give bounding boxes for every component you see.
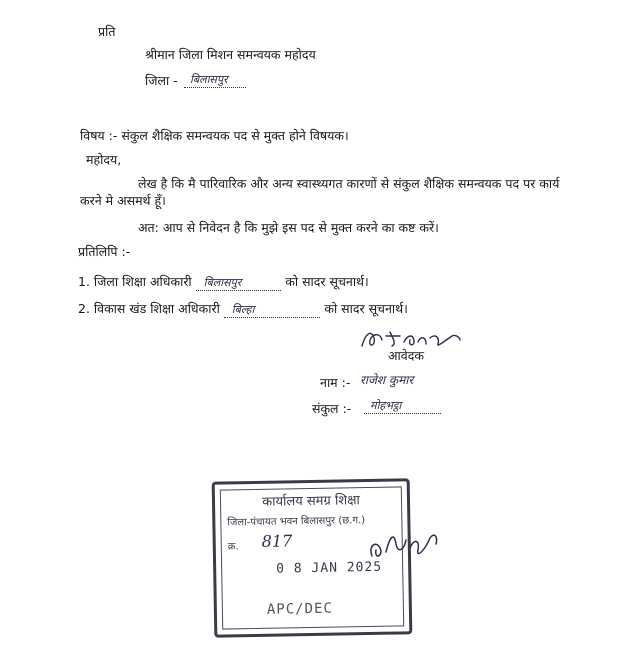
stamp-number-handwritten: 817 <box>261 531 293 551</box>
stamp-title: कार्यालय समग्र शिक्षा <box>262 493 360 510</box>
body-paragraph-2: अत: आप से निवेदन है कि मुझे इस पद से मुक्त करने का कष्ट करें। <box>138 220 439 235</box>
prati-label: प्रति <box>98 24 116 39</box>
subject-line: विषय :- संकुल शैक्षिक समन्वयक पद से मुक्त होने विषयक। <box>80 128 349 143</box>
recipient-line: श्रीमान जिला मिशन समन्वयक महोदय <box>145 47 316 62</box>
sankul-handwritten: मोहभट्ठा <box>364 399 441 414</box>
name-label: नाम :- <box>320 375 351 390</box>
stamp-date: 0 8 JAN 2025 <box>276 559 383 577</box>
stamp-number-label: क्र. <box>227 541 239 553</box>
copy-label: प्रतिलिपि :- <box>78 244 131 259</box>
stamp-code: APC/DEC <box>266 600 334 618</box>
copy1-prefix: 1. जिला शिक्षा अधिकारी <box>78 274 192 289</box>
district-label: जिला - <box>145 73 178 88</box>
body-paragraph-1: लेख है कि मै पारिवारिक और अन्य स्वास्थ्यगत कारणों से संकुल शैक्षिक समन्वयक पद पर कार्य करने मे असमर्थ हूँ। <box>80 176 560 208</box>
salutation: महोदय, <box>86 152 122 167</box>
receiver-signature <box>364 522 444 566</box>
sankul-label: संकुल :- <box>312 401 352 416</box>
name-handwritten: राजेश कुमार <box>360 373 414 387</box>
copy-line-2 <box>78 301 408 318</box>
stamp-address: जिला-पंचायत भवन बिलासपुर (छ.ग.) <box>227 515 366 529</box>
copy2-prefix: 2. विकास खंड शिक्षा अधिकारी <box>78 301 220 316</box>
copy2-handwritten: बिल्हा <box>224 303 321 318</box>
copy-line-1 <box>78 274 369 291</box>
copy1-handwritten: बिलासपुर <box>196 276 282 291</box>
copy1-suffix: को सादर सूचनार्थ। <box>285 274 369 289</box>
district-handwritten: बिलासपुर <box>184 73 246 88</box>
applicant-label: आवेदक <box>388 348 424 363</box>
copy2-suffix: को सादर सूचनार्थ। <box>324 301 408 316</box>
